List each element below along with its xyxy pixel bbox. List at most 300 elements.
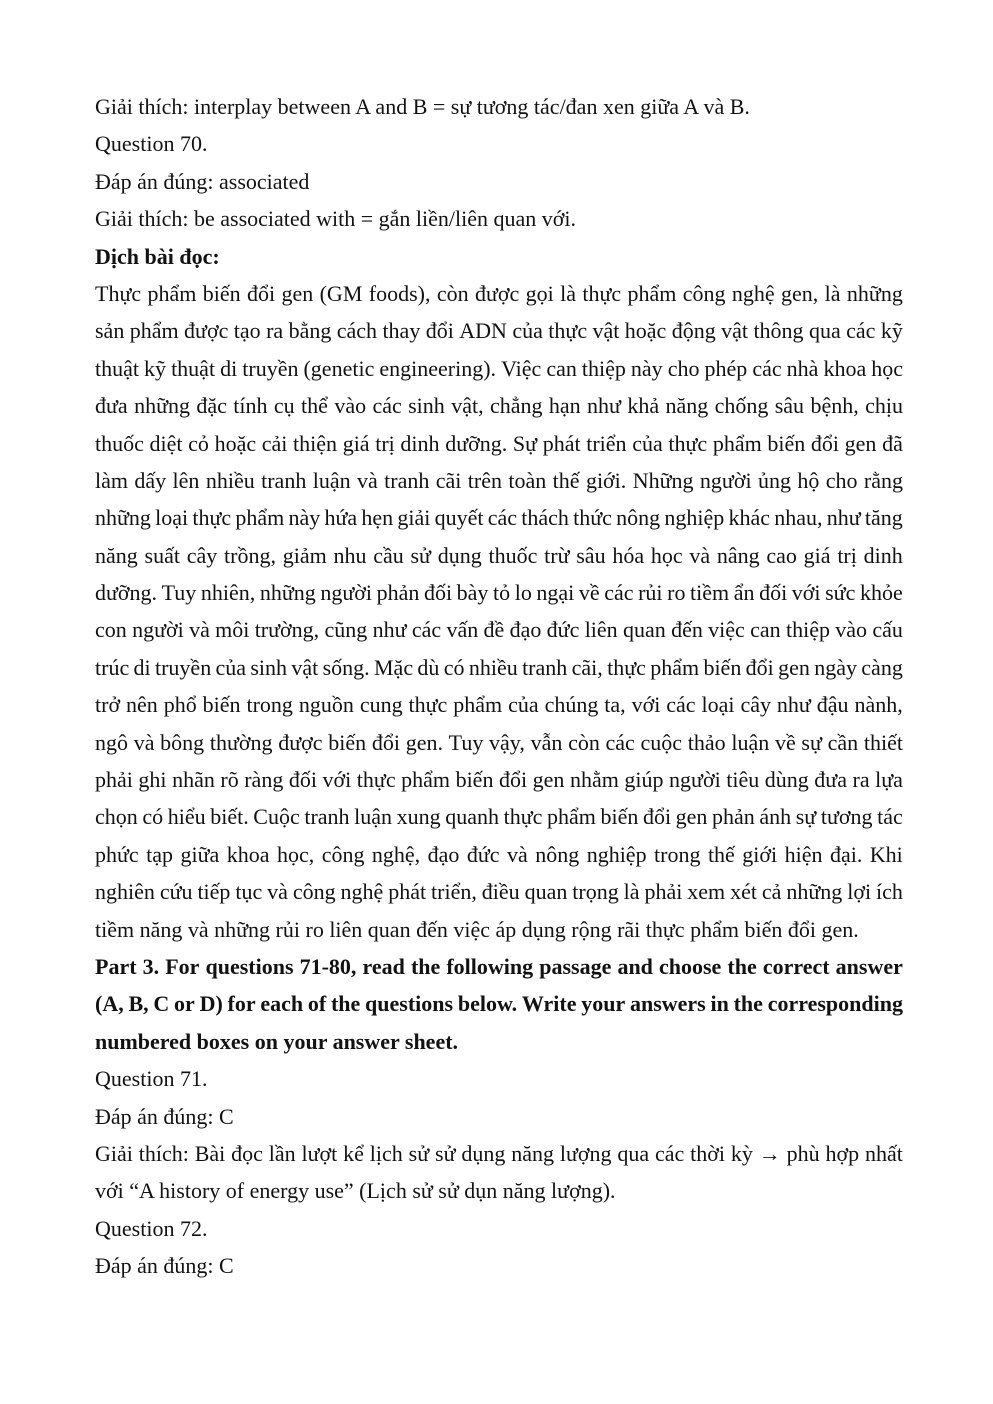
word: nhằm — [569, 767, 619, 793]
word: triển, — [431, 879, 477, 905]
text-line — [95, 387, 903, 424]
text-line — [95, 985, 903, 1022]
word: hứa — [324, 505, 358, 531]
text-line: numbered boxes on your answer sheet. — [95, 1028, 459, 1054]
word: khoa — [226, 841, 270, 867]
word: ánh — [759, 804, 792, 830]
word: diệt — [149, 430, 183, 456]
word: của — [508, 692, 539, 718]
word: answers — [629, 991, 706, 1017]
word: những — [134, 393, 191, 419]
word: thuốc — [488, 542, 538, 568]
word: dụng — [461, 1140, 506, 1166]
text-line — [95, 537, 903, 574]
word: ngày — [814, 654, 857, 680]
word: đại. — [829, 841, 863, 867]
word: giới. — [585, 467, 627, 493]
word: còn — [568, 729, 600, 755]
word: học — [871, 355, 903, 381]
word: là — [824, 280, 841, 306]
word: công — [292, 879, 336, 905]
word: thảo — [687, 729, 726, 755]
word: đổi — [425, 318, 454, 344]
word: ngại — [536, 580, 575, 606]
question-72-label — [95, 1210, 903, 1247]
text-line: Đáp án đúng: associated — [95, 168, 310, 194]
word: gen. — [405, 729, 443, 755]
word: your — [581, 991, 626, 1017]
word: hiện — [784, 841, 823, 867]
word: hóa — [612, 542, 645, 568]
word: Những — [632, 467, 694, 493]
word: như — [826, 505, 861, 531]
question-70-label — [95, 125, 903, 162]
word: cho — [667, 355, 700, 381]
word: ra — [266, 318, 284, 344]
word: công — [682, 280, 726, 306]
word: corresponding — [767, 991, 903, 1017]
word: giảm — [282, 542, 327, 568]
word: lần — [268, 1140, 296, 1166]
word: toàn — [508, 467, 547, 493]
part3-instructions — [95, 948, 903, 1060]
word: đạo — [509, 617, 542, 643]
word: qua — [617, 1140, 650, 1166]
word: qua — [808, 318, 841, 344]
word: đức — [546, 617, 580, 643]
word: các — [655, 1140, 685, 1166]
word: thực — [503, 804, 543, 830]
explanation-71 — [95, 1135, 903, 1210]
text-line — [95, 425, 903, 462]
word: sử — [410, 542, 431, 568]
word: biến — [202, 692, 241, 718]
word: phản — [376, 580, 420, 606]
word: những — [846, 280, 903, 306]
word: tiếp — [197, 879, 231, 905]
word: Việc — [501, 355, 542, 381]
word: thiệp — [581, 355, 626, 381]
word: các — [666, 692, 696, 718]
word: quan — [524, 879, 568, 905]
word: phẩm — [712, 430, 762, 456]
word: phẩm — [453, 692, 503, 718]
word: kể — [343, 1140, 364, 1166]
word: tranh — [304, 804, 350, 830]
word: phẩm — [546, 804, 596, 830]
word: chịu — [865, 393, 903, 419]
word: phức — [95, 841, 139, 867]
word: khỏe — [859, 580, 903, 606]
word: là — [560, 280, 577, 306]
word: các — [605, 729, 635, 755]
word: dùng — [764, 767, 809, 793]
word: dinh — [400, 430, 440, 456]
word: thông — [753, 318, 804, 344]
word: Mặc — [374, 654, 414, 680]
word: sinh — [408, 393, 445, 419]
text-line: Question 71. — [95, 1066, 208, 1092]
text-line — [95, 686, 903, 723]
word: chẳng — [489, 393, 543, 419]
word: thiện — [293, 430, 338, 456]
text-line — [95, 1135, 903, 1172]
word: giải — [397, 505, 431, 531]
word: các — [604, 580, 634, 606]
word: cầu — [373, 542, 404, 568]
word: xét — [730, 879, 757, 905]
word: biến — [767, 430, 806, 456]
word: the — [733, 991, 763, 1017]
word: cho — [825, 467, 858, 493]
word: lượt — [301, 1140, 338, 1166]
word: người — [669, 767, 721, 793]
word: quyết — [434, 505, 484, 531]
word: và — [689, 542, 711, 568]
word: cả — [761, 879, 782, 905]
word: hợp — [825, 1140, 860, 1166]
word: di — [133, 654, 151, 680]
text-line — [95, 649, 903, 686]
word: cụ — [273, 393, 295, 419]
word: can — [546, 355, 577, 381]
word: của — [632, 430, 663, 456]
word: có — [443, 654, 465, 680]
word: cũng — [324, 617, 368, 643]
text-line — [95, 312, 903, 349]
word: các — [411, 617, 442, 643]
word: lượng — [559, 1140, 612, 1166]
word: thách — [521, 505, 569, 531]
word: trị — [375, 430, 395, 456]
word: → — [758, 1140, 781, 1166]
word: cãi, — [571, 654, 603, 680]
word: phù — [786, 1140, 820, 1166]
word: dụng — [437, 542, 482, 568]
word: lợi — [847, 879, 872, 905]
word: biến — [455, 767, 494, 793]
text-line — [95, 836, 903, 873]
word: chống — [714, 393, 769, 419]
word: hộ — [797, 467, 820, 493]
word: foods), — [368, 280, 431, 306]
word: thế — [707, 841, 735, 867]
word: ghi — [138, 767, 167, 793]
word: ràng — [244, 767, 284, 793]
word: và — [356, 467, 378, 493]
word: đối — [759, 580, 788, 606]
word: phép — [704, 355, 748, 381]
word: dưỡng. — [95, 580, 158, 606]
word: tục — [235, 879, 263, 905]
word: B, — [128, 991, 149, 1017]
word: quan — [623, 617, 666, 643]
word: năng — [511, 1140, 554, 1166]
word: các — [372, 393, 402, 419]
word: giá — [342, 430, 370, 456]
word: suất — [144, 542, 180, 568]
word: như — [776, 692, 811, 718]
word: nông — [616, 505, 661, 531]
word: làm — [95, 467, 128, 493]
word: nghệ, — [371, 841, 421, 867]
word: dấy — [134, 467, 167, 493]
word: phẩm — [235, 505, 285, 531]
word: càng — [861, 654, 903, 680]
word: C — [153, 991, 170, 1017]
word: đưa — [95, 393, 128, 419]
word: Tuy — [161, 580, 197, 606]
word: gọi — [525, 280, 554, 306]
word: luận — [312, 467, 351, 493]
word: loại — [701, 692, 735, 718]
answer-71 — [95, 1098, 903, 1135]
word: trừ — [544, 542, 570, 568]
word: như — [372, 617, 407, 643]
word: đưa — [814, 767, 847, 793]
word: thuật — [171, 355, 216, 381]
word: phẩm — [147, 280, 197, 306]
word: con — [95, 617, 127, 643]
word: động — [671, 318, 716, 344]
word: nghiên — [95, 879, 155, 905]
word: vật — [291, 654, 319, 680]
word: đối — [423, 580, 453, 606]
word: loại — [155, 505, 189, 531]
word: vấn — [446, 617, 479, 643]
word: khả — [627, 393, 660, 419]
word: truyền — [242, 355, 299, 381]
text-line: Đáp án đúng: C — [95, 1103, 234, 1129]
word: năng — [95, 542, 138, 568]
word: dinh — [863, 542, 903, 568]
word: of — [307, 991, 327, 1017]
word: đến — [671, 617, 703, 643]
word: thuốc — [95, 430, 144, 456]
word: đề — [483, 617, 505, 643]
word: giá — [803, 542, 831, 568]
answer-72 — [95, 1247, 903, 1284]
word: sâu — [774, 393, 805, 419]
word: Giải — [95, 1140, 133, 1166]
word: read — [362, 953, 405, 979]
word: phẩm — [650, 654, 700, 680]
word: những — [786, 879, 843, 905]
word: nành, — [854, 692, 903, 718]
word: đã — [882, 430, 903, 456]
word: biến — [328, 729, 367, 755]
word: đức — [466, 841, 500, 867]
word: nguồn — [298, 692, 354, 718]
word: thích: — [138, 1140, 189, 1166]
word: tạp — [146, 841, 174, 867]
word: bệnh, — [810, 393, 859, 419]
word: trọng — [572, 879, 619, 905]
word: bông — [160, 729, 205, 755]
word: cần — [827, 729, 859, 755]
word: luận — [354, 804, 393, 830]
word: cách — [336, 318, 378, 344]
word: thực — [582, 280, 622, 306]
word: nhau, — [774, 505, 823, 531]
word: For — [165, 953, 200, 979]
word: hiểu — [167, 804, 206, 830]
word: trường, — [254, 617, 320, 643]
word: ta, — [604, 692, 626, 718]
text-line — [95, 275, 903, 312]
word: tác — [877, 804, 903, 830]
word: cấu — [872, 617, 903, 643]
word: người — [699, 467, 752, 493]
word: khác — [728, 505, 771, 531]
word: ADN — [459, 318, 507, 344]
word: và — [189, 617, 210, 643]
explanation-interplay — [95, 88, 903, 125]
word: liên — [584, 617, 618, 643]
text-line: Đáp án đúng: C — [95, 1253, 234, 1279]
word: này — [288, 505, 321, 531]
word: and — [617, 953, 653, 979]
text-line — [95, 724, 903, 761]
word: tiêu — [726, 767, 760, 793]
word: biến — [600, 804, 639, 830]
word: rằng — [863, 467, 903, 493]
word: below. — [457, 991, 518, 1017]
word: tranh — [384, 467, 430, 493]
word: ngô — [95, 729, 128, 755]
text-line: tiềm năng và những rủi ro liên quan đến việc áp dụng rộng rãi thực phẩm biến đổi gen. — [95, 916, 859, 942]
word: về — [774, 729, 796, 755]
word: sức — [825, 580, 856, 606]
word: Sự — [512, 430, 538, 456]
word: nhà — [786, 355, 819, 381]
word: phải — [644, 879, 683, 905]
word: về — [578, 580, 600, 606]
word: the — [727, 953, 757, 979]
word: các — [752, 355, 782, 381]
word: nghiệp — [664, 505, 725, 531]
word: thực — [548, 318, 588, 344]
word: ủng — [757, 467, 791, 493]
word: sản — [95, 318, 125, 344]
word: following — [446, 953, 534, 979]
word: Khi — [869, 841, 903, 867]
word: hạn — [548, 393, 581, 419]
word: vật — [592, 318, 620, 344]
word: đối — [288, 767, 317, 793]
word: xung — [396, 804, 441, 830]
word: với — [631, 692, 661, 718]
text-line: Dịch bài đọc: — [95, 243, 220, 269]
word: đổi — [810, 430, 840, 456]
word: phát — [388, 879, 427, 905]
word: thế — [552, 467, 580, 493]
word: người — [132, 617, 184, 643]
text-line — [95, 611, 903, 648]
word: truyền — [154, 654, 212, 680]
text-line: với “A history of energy use” (Lịch sử sử dụn năng lượng). — [95, 1178, 616, 1204]
word: trở — [95, 692, 121, 718]
word: và — [133, 729, 155, 755]
word: người — [320, 580, 373, 606]
word: cỏ — [188, 430, 209, 456]
word: giới — [742, 841, 778, 867]
word: này — [630, 355, 663, 381]
translation-heading — [95, 238, 903, 275]
word: quanh — [445, 804, 499, 830]
word: sâu — [576, 542, 606, 568]
text-line — [95, 462, 903, 499]
word: or — [174, 991, 195, 1017]
word: thường — [209, 729, 273, 755]
word: cuộc — [640, 729, 683, 755]
word: lịch — [369, 1140, 403, 1166]
answer-70 — [95, 163, 903, 200]
word: trồng, — [224, 542, 276, 568]
word: với — [322, 767, 352, 793]
word: Thực — [95, 280, 142, 306]
word: được — [184, 318, 229, 344]
word: sinh — [250, 654, 288, 680]
word: bày — [456, 580, 489, 606]
word: đạo — [427, 841, 460, 867]
word: hoặc — [624, 318, 667, 344]
word: 3. — [142, 953, 160, 979]
word: thuật — [95, 355, 139, 381]
word: rủi — [638, 580, 663, 606]
word: khoa — [823, 355, 867, 381]
word: thức — [573, 505, 612, 531]
word: tranh — [261, 467, 307, 493]
word: đổi — [498, 767, 528, 793]
word: cải — [261, 430, 288, 456]
word: trên — [467, 467, 502, 493]
word: correct — [762, 953, 830, 979]
word: kỹ — [144, 355, 167, 381]
word: triển — [586, 430, 627, 456]
word: đặc — [196, 393, 227, 419]
word: the — [330, 991, 361, 1017]
word: là — [623, 879, 640, 905]
word: passage — [539, 953, 612, 979]
word: tăng — [864, 505, 903, 531]
word: những — [259, 580, 316, 606]
word: với — [791, 580, 821, 606]
word: (GM — [319, 280, 363, 306]
word: thực — [607, 654, 646, 680]
word: công — [321, 841, 365, 867]
word: nên — [126, 692, 158, 718]
word: giữa — [180, 841, 220, 867]
word: ro — [667, 580, 686, 606]
word: phải — [95, 767, 133, 793]
word: Part — [95, 953, 137, 979]
word: luận — [731, 729, 770, 755]
word: ẩn — [733, 580, 755, 606]
word: phẩm — [129, 318, 179, 344]
text-line — [95, 761, 903, 798]
text-line: Giải thích: interplay between A and B = sự tương tác/đan xen giữa A và B. — [95, 94, 750, 119]
word: tính — [233, 393, 268, 419]
word: in — [710, 991, 729, 1017]
question-71-label — [95, 1060, 903, 1097]
word: Bài — [194, 1140, 226, 1166]
word: thực — [408, 692, 448, 718]
word: xem — [687, 879, 726, 905]
word: như — [587, 393, 621, 419]
word: di — [220, 355, 238, 381]
word: gen — [778, 654, 810, 680]
